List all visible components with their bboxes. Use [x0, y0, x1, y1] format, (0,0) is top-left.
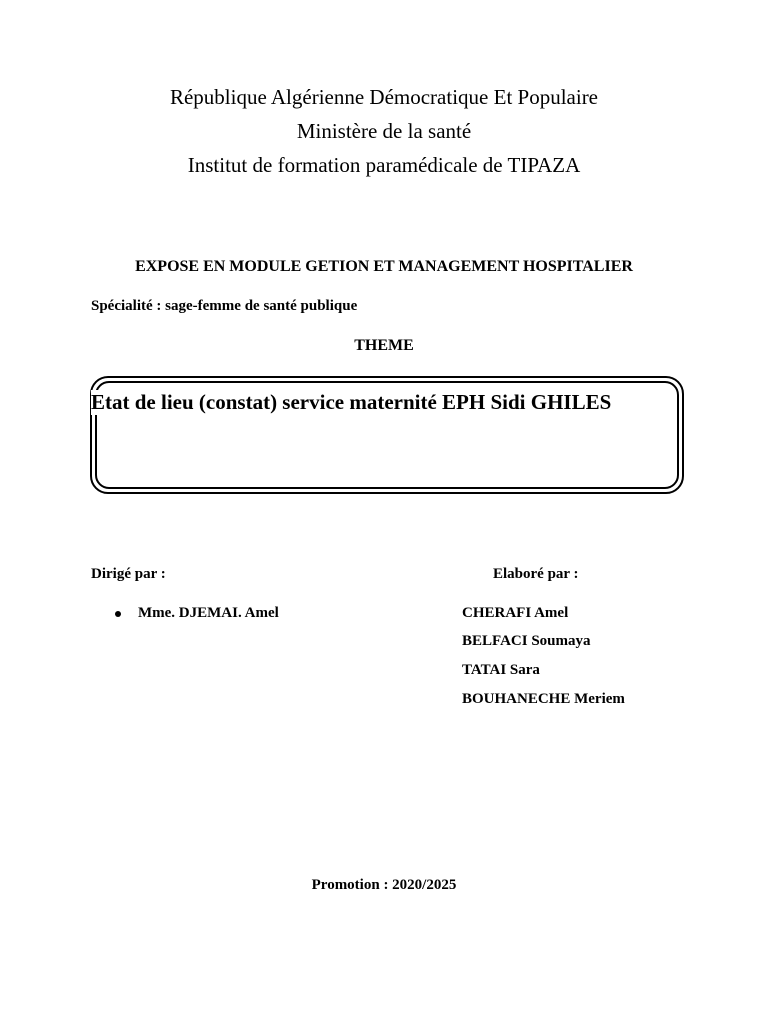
author-name: BOUHANECHE Meriem	[462, 691, 625, 707]
republic-heading: République Algérienne Démocratique Et Populaire	[169, 85, 599, 109]
author-name: TATAI Sara	[462, 662, 540, 678]
supervisor-name: Mme. DJEMAI. Amel	[138, 605, 279, 621]
theme-label: THEME	[354, 337, 414, 354]
author-name: CHERAFI Amel	[462, 605, 569, 621]
expose-title: EXPOSE EN MODULE GETION ET MANAGEMENT HOSPITALIER	[135, 258, 633, 275]
promotion-line: Promotion : 2020/2025	[311, 877, 457, 893]
institute-heading: Institut de formation paramédicale de TIPAZA	[187, 153, 581, 177]
bullet-icon	[115, 611, 121, 617]
speciality-line: Spécialité : sage-femme de santé publique	[91, 298, 358, 314]
ministry-heading: Ministère de la santé	[296, 119, 472, 143]
theme-title: Etat de lieu (constat) service maternité EPH Sidi GHILES	[91, 390, 612, 414]
supervisor-label: Dirigé par :	[91, 566, 166, 582]
authors-label: Elaboré par :	[493, 566, 579, 582]
author-name: BELFACI Soumaya	[462, 633, 591, 649]
